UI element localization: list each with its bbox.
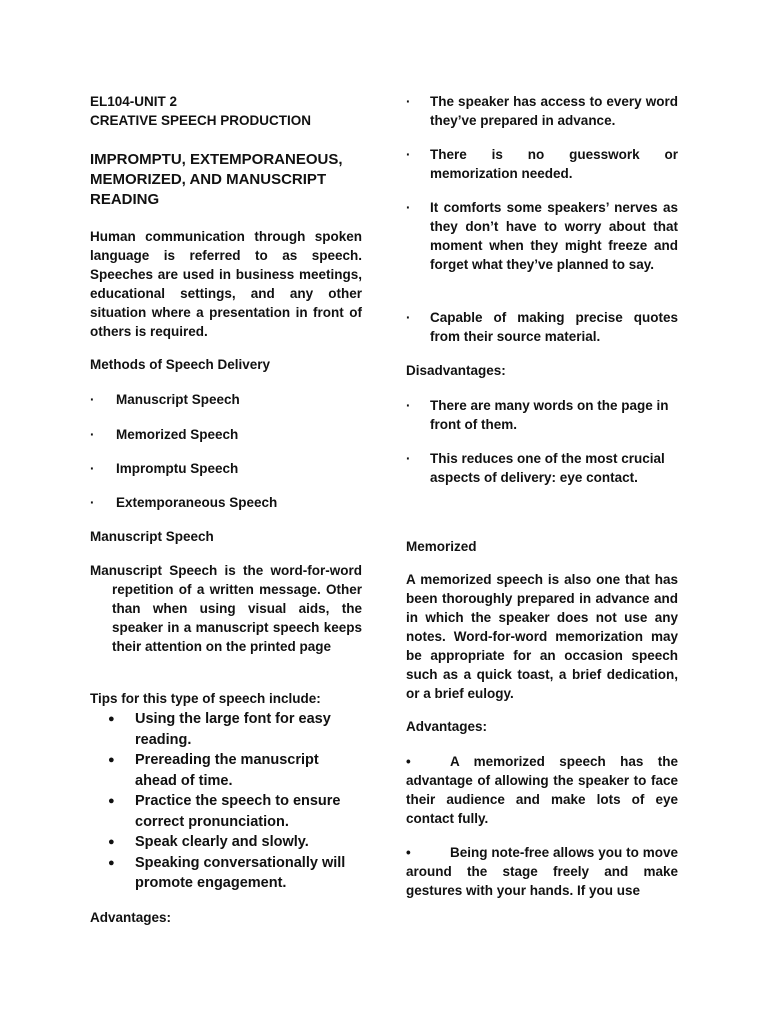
tip-item: ● Speak clearly and slowly. bbox=[90, 832, 362, 853]
methods-title: Methods of Speech Delivery bbox=[90, 357, 271, 372]
bullet-icon: ● bbox=[108, 795, 115, 807]
memorized-advantage-item: • A memorized speech has the advantage of allowing the speaker to face their audience and make lots of eye contact fully. bbox=[406, 754, 678, 826]
course-code: EL104-UNIT 2 bbox=[90, 94, 178, 109]
disadvantage-item: · There are many words on the page in front of them. bbox=[406, 398, 669, 432]
tip-item: ● Speaking conversationally will promote engagement. bbox=[90, 853, 362, 894]
unit-title: CREATIVE SPEECH PRODUCTION bbox=[90, 113, 312, 128]
tip-item: ● Prereading the manuscript ahead of time. bbox=[90, 750, 362, 791]
method-item bbox=[90, 425, 362, 444]
bullet-icon: · bbox=[406, 398, 411, 413]
bullet-icon: · bbox=[90, 392, 95, 407]
advantage-item: · The speaker has access to every word they’ve prepared in advance. bbox=[406, 94, 678, 128]
tip-item: ● Practice the speech to ensure correct pronunciation. bbox=[90, 791, 362, 832]
bullet-icon: · bbox=[406, 451, 411, 466]
advantages-title: Advantages: bbox=[406, 719, 488, 734]
bullet-icon: · bbox=[90, 495, 95, 510]
bullet-icon: • bbox=[406, 845, 411, 860]
bullet-icon: · bbox=[406, 200, 411, 215]
memorized-description: A memorized speech is also one that has been thoroughly prepared in advance and in which the speaker does not use any notes. Word-for-word memorization may be appropriate for an occasion speech such as a quick toast, a brief dedication, or a brief eulogy. bbox=[406, 572, 678, 701]
tips-list bbox=[90, 709, 362, 894]
method-label: Manuscript Speech bbox=[116, 392, 240, 407]
advantage-item: · It comforts some speakers’ nerves as they don’t have to worry about that moment when they might freeze and forget what they’ve planned to say. bbox=[406, 200, 678, 272]
tips-title: Tips for this type of speech include: bbox=[90, 691, 321, 706]
manuscript-title: Manuscript Speech bbox=[90, 529, 214, 544]
bullet-icon: · bbox=[90, 427, 95, 442]
bullet-icon: ● bbox=[108, 836, 115, 848]
disadvantages-title: Disadvantages: bbox=[406, 363, 506, 378]
method-item bbox=[90, 459, 362, 478]
method-item bbox=[90, 390, 362, 409]
bullet-icon: • bbox=[406, 754, 411, 769]
bullet-icon: · bbox=[406, 310, 411, 325]
advantage-item: · There is no guesswork or memorization needed. bbox=[406, 147, 678, 181]
memorized-title: Memorized bbox=[406, 539, 477, 554]
bullet-icon: · bbox=[90, 461, 95, 476]
tip-item: ● Using the large font for easy reading. bbox=[90, 709, 362, 750]
memorized-advantage-item: • Being note-free allows you to move around the stage freely and make gestures with your hands. If you use bbox=[406, 845, 678, 898]
bullet-icon: · bbox=[406, 94, 411, 109]
method-item bbox=[90, 493, 362, 512]
bullet-icon: ● bbox=[108, 713, 115, 725]
method-label: Impromptu Speech bbox=[116, 461, 239, 476]
intro-paragraph: Human communication through spoken language is referred to as speech. Speeches are used in business meetings, educational settings, and any other situation where a presentation in front of others is required. bbox=[90, 229, 362, 339]
disadvantage-item: · This reduces one of the most crucial aspects of delivery: eye contact. bbox=[406, 451, 665, 485]
advantage-item: · Capable of making precise quotes from their source material. bbox=[406, 310, 678, 344]
bullet-icon: · bbox=[406, 147, 411, 162]
method-label: Extemporaneous Speech bbox=[116, 495, 278, 510]
bullet-icon: ● bbox=[108, 754, 115, 766]
advantages-title: Advantages: bbox=[90, 910, 172, 925]
method-label: Memorized Speech bbox=[116, 427, 239, 442]
manuscript-description: Manuscript Speech is the word-for-word repetition of a written message. Other than when using visual aids, the speaker in a manuscript speech keeps their attention on the printed page bbox=[90, 563, 362, 654]
bullet-icon: ● bbox=[108, 856, 115, 869]
page-heading: IMPROMPTU, EXTEMPORANEOUS, MEMORIZED, AND MANUSCRIPT READING bbox=[90, 151, 343, 208]
